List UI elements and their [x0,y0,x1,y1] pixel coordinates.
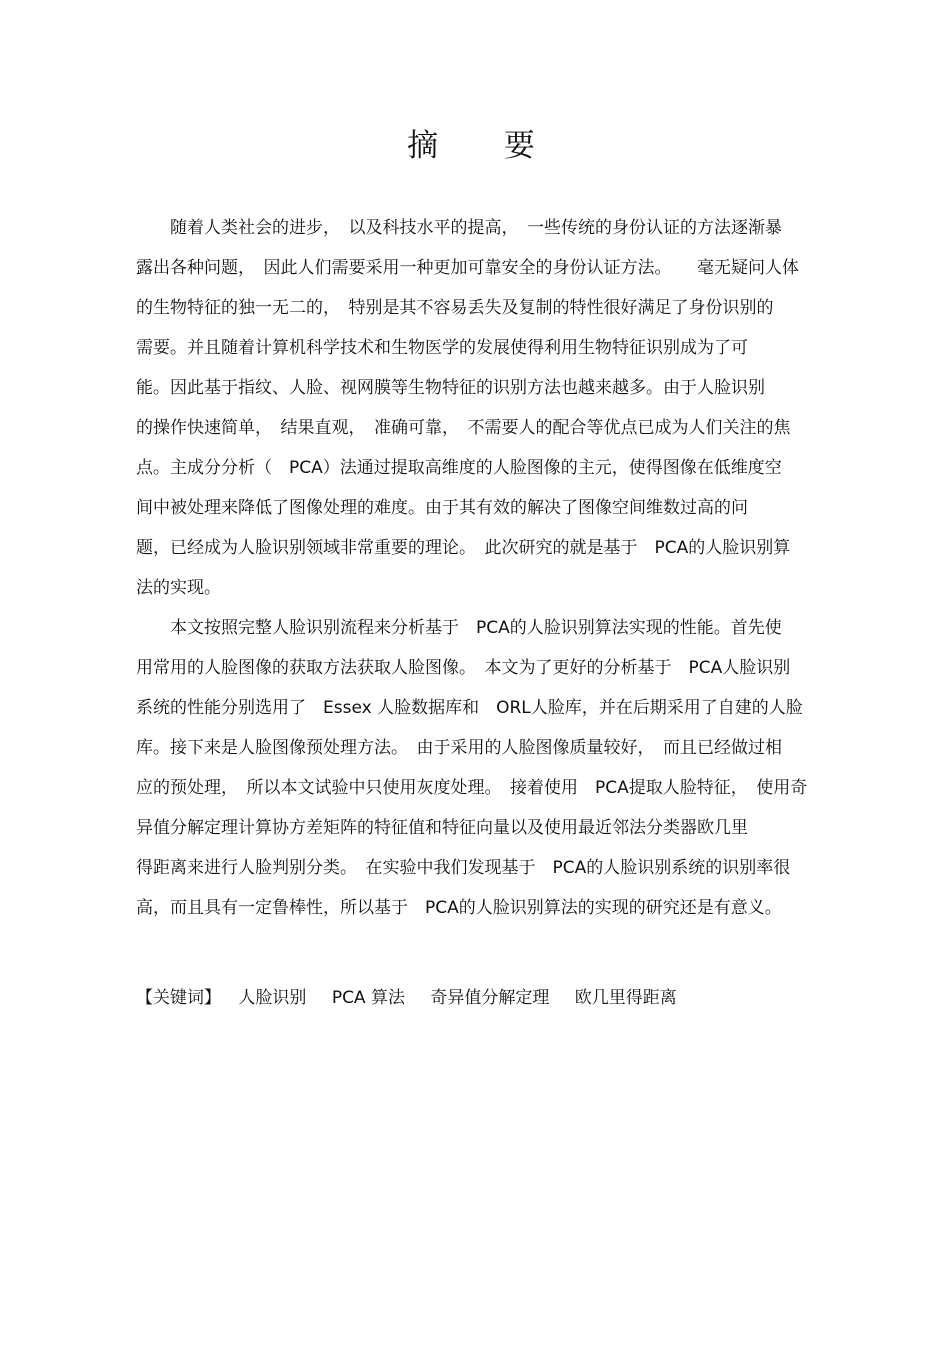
text-line: 的生物特征的独一无二的， 特别是其不容易丢失及复制的特性很好满足了身份识别的 [136,298,774,318]
text-line: 题，已经成为人脸识别领域非常重要的理论。 此次研究的就是基于 PCA的人脸识别算 [136,538,791,558]
text-line: 的操作快速简单， 结果直观， 准确可靠， 不需要人的配合等优点已成为人们关注的焦 [136,418,791,438]
text-line: 本文按照完整人脸识别流程来分析基于 PCA的人脸识别算法实现的性能。首先使 [136,618,782,638]
text-line: 高，而且具有一定鲁棒性，所以基于 PCA的人脸识别算法的实现的研究还是有意义。 [136,898,782,918]
keywords-line [136,986,697,1010]
text-line: 需要。并且随着计算机科学技术和生物医学的发展使得利用生物特征识别成为了可 [136,338,748,358]
text-line: 法的实现。 [136,578,221,598]
text-line: 用常用的人脸图像的获取方法获取人脸图像。 本文为了更好的分析基于 PCA人脸识别 [136,658,791,678]
text-line: 异值分解定理计算协方差矩阵的特征值和特征向量以及使用最近邻法分类器欧几里 [136,818,748,838]
keyword-item: 奇异值分解定理 [430,988,550,1008]
text-line: 得距离来进行人脸判别分类。 在实验中我们发现基于 PCA的人脸识别系统的识别率很 [136,858,791,878]
text-line: 点。主成分分析（ PCA）法通过提取高维度的人脸图像的主元，使得图像在低维度空 [136,458,782,478]
keyword-item: PCA 算法 [331,988,405,1008]
text-line: 库。接下来是人脸图像预处理方法。 由于采用的人脸图像质量较好， 而且已经做过相 [136,738,782,758]
text-line: 随着人类社会的进步， 以及科技水平的提高， 一些传统的身份认证的方法逐渐暴 [136,218,782,238]
page-title: 摘 要 [407,128,563,164]
text-line: 能。因此基于指纹、人脸、视网膜等生物特征的识别方法也越来越多。由于人脸识别 [136,378,765,398]
keywords-label: 【关键词】 [136,988,221,1008]
keyword-item: 人脸识别 [238,988,307,1008]
text-line: 应的预处理， 所以本文试验中只使用灰度处理。 接着使用 PCA提取人脸特征， 使用奇 [136,778,808,798]
text-line: 露出各种问题， 因此人们需要采用一种更加可靠安全的身份认证方法。 毫无疑问人体 [136,258,799,278]
text-line: 系统的性能分别选用了 Essex 人脸数据库和 ORL人脸库，并在后期采用了自建的人脸 [136,698,803,718]
text-line: 间中被处理来降低了图像处理的难度。由于其有效的解决了图像空间维数过高的问 [136,498,748,518]
keyword-item: 欧几里得距离 [574,988,677,1008]
